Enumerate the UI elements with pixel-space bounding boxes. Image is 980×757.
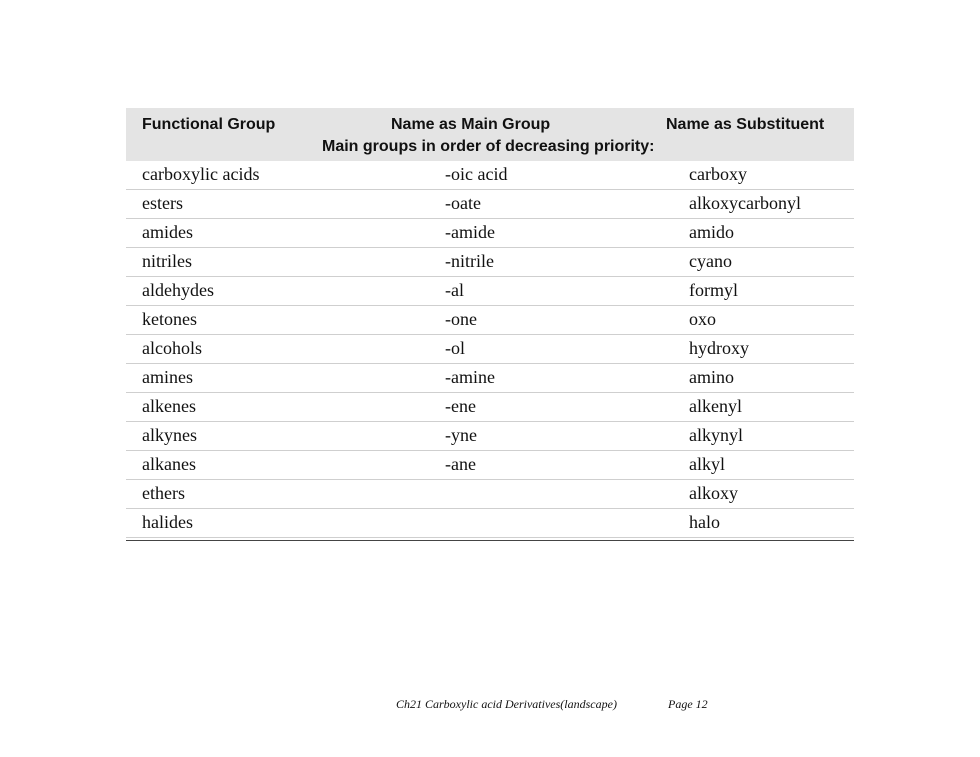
cell-main-group-name: -yne bbox=[445, 425, 477, 445]
table-row bbox=[126, 277, 854, 306]
table-bottom-rule bbox=[126, 540, 854, 541]
table-row bbox=[126, 422, 854, 451]
cell-substituent-name: carboxy bbox=[689, 164, 747, 184]
cell-substituent-name: alkenyl bbox=[689, 396, 742, 416]
cell-substituent-name: amino bbox=[689, 367, 734, 387]
cell-substituent-name: alkoxycarbonyl bbox=[689, 193, 801, 213]
cell-substituent-name: alkyl bbox=[689, 454, 725, 474]
cell-substituent-name: formyl bbox=[689, 280, 738, 300]
cell-substituent-name: amido bbox=[689, 222, 734, 242]
cell-substituent-name: hydroxy bbox=[689, 338, 749, 358]
cell-functional-group: esters bbox=[142, 193, 183, 213]
table-row bbox=[126, 219, 854, 248]
cell-substituent-name: alkoxy bbox=[689, 483, 738, 503]
cell-functional-group: aldehydes bbox=[142, 280, 214, 300]
cell-functional-group: halides bbox=[142, 512, 193, 532]
cell-functional-group: ethers bbox=[142, 483, 185, 503]
cell-functional-group: ketones bbox=[142, 309, 197, 329]
cell-main-group-name: -ene bbox=[445, 396, 476, 416]
cell-substituent-name: halo bbox=[689, 512, 720, 532]
cell-main-group-name: -amide bbox=[445, 222, 495, 242]
cell-substituent-name: alkynyl bbox=[689, 425, 743, 445]
table-body bbox=[126, 161, 854, 538]
header-substituent: Name as Substituent bbox=[666, 116, 825, 133]
cell-functional-group: alkanes bbox=[142, 454, 196, 474]
table-row bbox=[126, 480, 854, 509]
table-row bbox=[126, 335, 854, 364]
table-row bbox=[126, 248, 854, 277]
cell-main-group-name: -ane bbox=[445, 454, 476, 474]
cell-main-group-name: -al bbox=[445, 280, 464, 300]
table-row bbox=[126, 161, 854, 190]
cell-substituent-name: cyano bbox=[689, 251, 732, 271]
table-row bbox=[126, 451, 854, 480]
table-header bbox=[126, 108, 854, 161]
cell-main-group-name: -nitrile bbox=[445, 251, 494, 271]
table-row bbox=[126, 190, 854, 219]
cell-functional-group: amines bbox=[142, 367, 193, 387]
cell-main-group-name: -amine bbox=[445, 367, 495, 387]
header-main-group: Name as Main Group bbox=[391, 116, 551, 133]
table-row bbox=[126, 364, 854, 393]
cell-functional-group: carboxylic acids bbox=[142, 164, 260, 184]
header-functional-group: Functional Group bbox=[142, 116, 276, 133]
cell-main-group-name: -oate bbox=[445, 193, 481, 213]
footer-page-number: Page 12 bbox=[668, 697, 708, 711]
cell-functional-group: amides bbox=[142, 222, 193, 242]
header-subheading: Main groups in order of decreasing priority: bbox=[322, 138, 655, 155]
cell-main-group-name: -oic acid bbox=[445, 164, 508, 184]
table-row bbox=[126, 306, 854, 335]
cell-functional-group: alkynes bbox=[142, 425, 197, 445]
cell-main-group-name: -one bbox=[445, 309, 477, 329]
cell-functional-group: alcohols bbox=[142, 338, 202, 358]
nomenclature-table bbox=[126, 108, 854, 541]
table-row bbox=[126, 509, 854, 538]
footer-document-title: Ch21 Carboxylic acid Derivatives(landscape) bbox=[396, 697, 617, 711]
cell-main-group-name: -ol bbox=[445, 338, 465, 358]
cell-substituent-name: oxo bbox=[689, 309, 716, 329]
table-row bbox=[126, 393, 854, 422]
cell-functional-group: alkenes bbox=[142, 396, 196, 416]
cell-functional-group: nitriles bbox=[142, 251, 192, 271]
